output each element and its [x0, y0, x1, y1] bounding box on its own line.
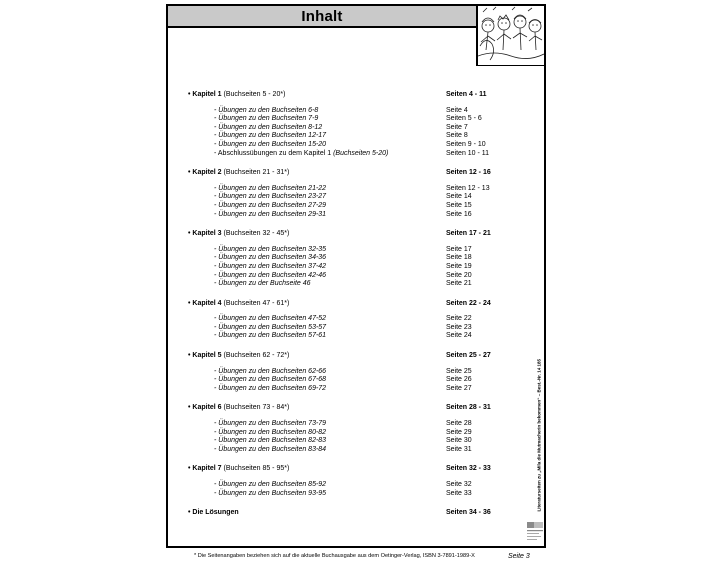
toc-chapter-range: (Buchseiten 21 - 31*): [223, 169, 290, 177]
toc-page-ref: Seiten 32 - 33: [446, 465, 491, 473]
page-title: Inhalt: [301, 7, 343, 25]
toc-entry-text: - Übungen zu den Buchseiten 29-31: [214, 210, 327, 218]
toc-page-ref: Seite 30: [446, 437, 472, 445]
toc-entry-text: - Übungen zu den Buchseiten 42-46: [214, 271, 327, 279]
toc-entry-row: [188, 263, 508, 272]
toc-entry-text: - Übungen zu den Buchseiten 93-95: [214, 489, 327, 497]
title-bar: [168, 6, 476, 28]
toc-entry-row: [188, 193, 508, 202]
toc-page-ref: Seite 8: [446, 132, 468, 140]
toc-entry-row: [188, 385, 508, 394]
toc-entry-row: [188, 141, 508, 150]
worksheet-page: [166, 4, 546, 548]
toc-entry-row: [188, 315, 508, 324]
toc-entry-row: [188, 490, 508, 499]
toc-page-ref: Seiten 25 - 27: [446, 352, 491, 360]
toc-entry-text: - Übungen zu den Buchseiten 83-84: [214, 445, 327, 453]
toc-entry-text: - Abschlussübungen zu dem Kapitel 1: [214, 149, 334, 157]
toc-entry-text: - Übungen zu den Buchseiten 37-42: [214, 262, 327, 270]
toc-entry-text: - Übungen zu den Buchseiten 27-29: [214, 201, 327, 209]
toc-page-ref: Seite 21: [446, 280, 472, 288]
toc-entry-text: - Übungen zu den Buchseiten 73-79: [214, 420, 327, 428]
toc-entry-text: - Übungen zu den Buchseiten 69-72: [214, 384, 327, 392]
toc-entry-text: - Übungen zu den Buchseiten 34-36: [214, 254, 327, 262]
toc-page-ref: Seite 31: [446, 445, 472, 453]
toc-page-ref: Seiten 10 - 11: [446, 149, 490, 157]
toc-chapter-row: [188, 465, 508, 474]
side-note: [534, 358, 544, 514]
toc-page-ref: Seiten 5 - 6: [446, 115, 482, 123]
toc-entry-text: - Übungen zu den Buchseiten 15-20: [214, 140, 327, 148]
toc-entry-text: - Übungen zu den Buchseiten 53-57: [214, 323, 327, 331]
toc-entry-row: [188, 481, 508, 490]
toc-chapter-label: • Kapitel 7: [188, 465, 222, 473]
toc-page-ref: Seiten 9 - 10: [446, 140, 486, 148]
toc-entry-row: [188, 437, 508, 446]
toc-page-ref: Seite 25: [446, 367, 472, 375]
toc-page-ref: Seite 28: [446, 420, 472, 428]
toc-entry-row: [188, 272, 508, 281]
toc-entry-row: [188, 132, 508, 141]
page-number: Seite 3: [508, 553, 530, 560]
toc-chapter-label: • Kapitel 5: [188, 352, 222, 360]
toc-chapter-range: (Buchseiten 5 - 20*): [223, 91, 286, 98]
toc-chapter-row: [188, 300, 508, 309]
toc-entry-row: [188, 211, 508, 220]
children-illustration: [476, 6, 544, 66]
table-of-contents: [188, 91, 508, 518]
toc-chapter-label: • Kapitel 2: [188, 169, 222, 177]
toc-page-ref: Seite 22: [446, 315, 472, 323]
toc-entry-text: - Übungen zu den Buchseiten 6-8: [214, 106, 319, 114]
publisher-logo: [526, 520, 544, 542]
toc-page-ref: Seiten 12 - 16: [446, 169, 491, 177]
toc-page-ref: Seiten 22 - 24: [446, 299, 491, 307]
toc-entry-text: - Übungen zu den Buchseiten 32-35: [214, 245, 327, 253]
toc-chapter-row: [188, 230, 508, 239]
toc-chapter-range: (Buchseiten 85 - 95*): [223, 465, 290, 473]
toc-chapter-label: • Kapitel 1: [188, 91, 222, 98]
toc-chapter-range: (Buchseiten 32 - 45*): [223, 230, 290, 238]
toc-page-ref: Seite 33: [446, 489, 472, 497]
toc-entry-text: - Übungen zu den Buchseiten 7-9: [214, 115, 319, 123]
toc-page-ref: Seite 17: [446, 245, 472, 253]
toc-page-ref: Seiten 17 - 21: [446, 230, 491, 238]
toc-entry-row: [188, 202, 508, 211]
toc-entry-row: [188, 376, 508, 385]
toc-entry-text: - Übungen zu den Buchseiten 21-22: [214, 184, 327, 192]
toc-entry-text: - Übungen zu den Buchseiten 67-68: [214, 376, 327, 384]
toc-entry-text: - Übungen zu den Buchseiten 85-92: [214, 481, 327, 488]
toc-chapter-row: [188, 404, 508, 413]
toc-entry-row: [188, 254, 508, 263]
toc-page-ref: Seite 27: [446, 384, 472, 392]
toc-page-ref: Seite 26: [446, 376, 472, 384]
toc-page-ref: Seite 23: [446, 323, 472, 331]
toc-entry-text: - Übungen zu den Buchseiten 82-83: [214, 437, 327, 445]
toc-chapter-range: (Buchseiten 73 - 84*): [223, 404, 290, 412]
toc-entry-text: - Übungen zu den Buchseiten 62-66: [214, 367, 327, 375]
side-note-text: Literaturseiten zu „Mila die Mutmacherin bekommen“ – Best.-Nr. 14 185: [536, 358, 542, 512]
toc-chapter-range: (Buchseiten 47 - 61*): [223, 299, 290, 307]
toc-entry-text: - Übungen zu den Buchseiten 8-12: [214, 123, 323, 131]
toc-page-ref: Seite 20: [446, 271, 472, 279]
toc-entry-row: [188, 150, 508, 159]
toc-page-ref: Seiten 28 - 31: [446, 404, 491, 412]
toc-entry-text: - Übungen zu den Buchseiten 12-17: [214, 132, 327, 140]
toc-entry-row: [188, 446, 508, 455]
toc-entry-row: [188, 115, 508, 124]
toc-page-ref: Seite 14: [446, 193, 472, 201]
toc-chapter-range: (Buchseiten 62 - 72*): [223, 352, 290, 360]
toc-entry-row: [188, 429, 508, 438]
toc-entry-text: - Übungen zu den Buchseiten 80-82: [214, 428, 327, 436]
toc-entry-row: [188, 280, 508, 289]
toc-chapter-label: • Kapitel 6: [188, 404, 222, 412]
toc-page-ref: Seiten 12 - 13: [446, 184, 490, 192]
toc-page-ref: Seiten 4 - 11: [446, 91, 487, 98]
toc-chapter-label: • Kapitel 4: [188, 299, 222, 307]
toc-entry-text: - Übungen zu den Buchseiten 57-61: [214, 332, 327, 340]
toc-chapter-label: • Kapitel 3: [188, 230, 222, 238]
toc-page-ref: Seiten 34 - 36: [446, 509, 491, 517]
toc-chapter-row: [188, 352, 508, 361]
toc-entry-text: - Übungen zu den Buchseiten 47-52: [214, 315, 327, 323]
toc-page-ref: Seite 29: [446, 428, 472, 436]
footnote: * Die Seitenangaben beziehen sich auf die aktuelle Buchausgabe aus dem Oetinger-Verlag, ISBN 3-7891-1989-X: [194, 553, 475, 559]
toc-chapter-row: [188, 509, 508, 518]
toc-entry-range: (Buchseiten 5-20): [333, 149, 389, 157]
toc-entry-row: [188, 368, 508, 377]
toc-page-ref: Seite 18: [446, 254, 472, 262]
toc-chapter-row: [188, 91, 508, 100]
toc-page-ref: Seite 19: [446, 262, 472, 270]
toc-chapter-label: • Die Lösungen: [188, 509, 239, 517]
toc-entry-row: [188, 332, 508, 341]
toc-page-ref: Seite 24: [446, 332, 472, 340]
toc-page-ref: Seite 7: [446, 123, 468, 131]
toc-page-ref: Seite 15: [446, 201, 472, 209]
toc-entry-text: - Übungen zu den Buchseiten 23-27: [214, 193, 327, 201]
toc-chapter-row: [188, 169, 508, 178]
toc-entry-text: - Übungen zu der Buchseite 46: [214, 280, 311, 288]
toc-entry-row: [188, 107, 508, 116]
toc-page-ref: Seite 4: [446, 106, 468, 114]
toc-page-ref: Seite 32: [446, 481, 472, 488]
toc-entry-row: [188, 420, 508, 429]
toc-page-ref: Seite 16: [446, 210, 472, 218]
